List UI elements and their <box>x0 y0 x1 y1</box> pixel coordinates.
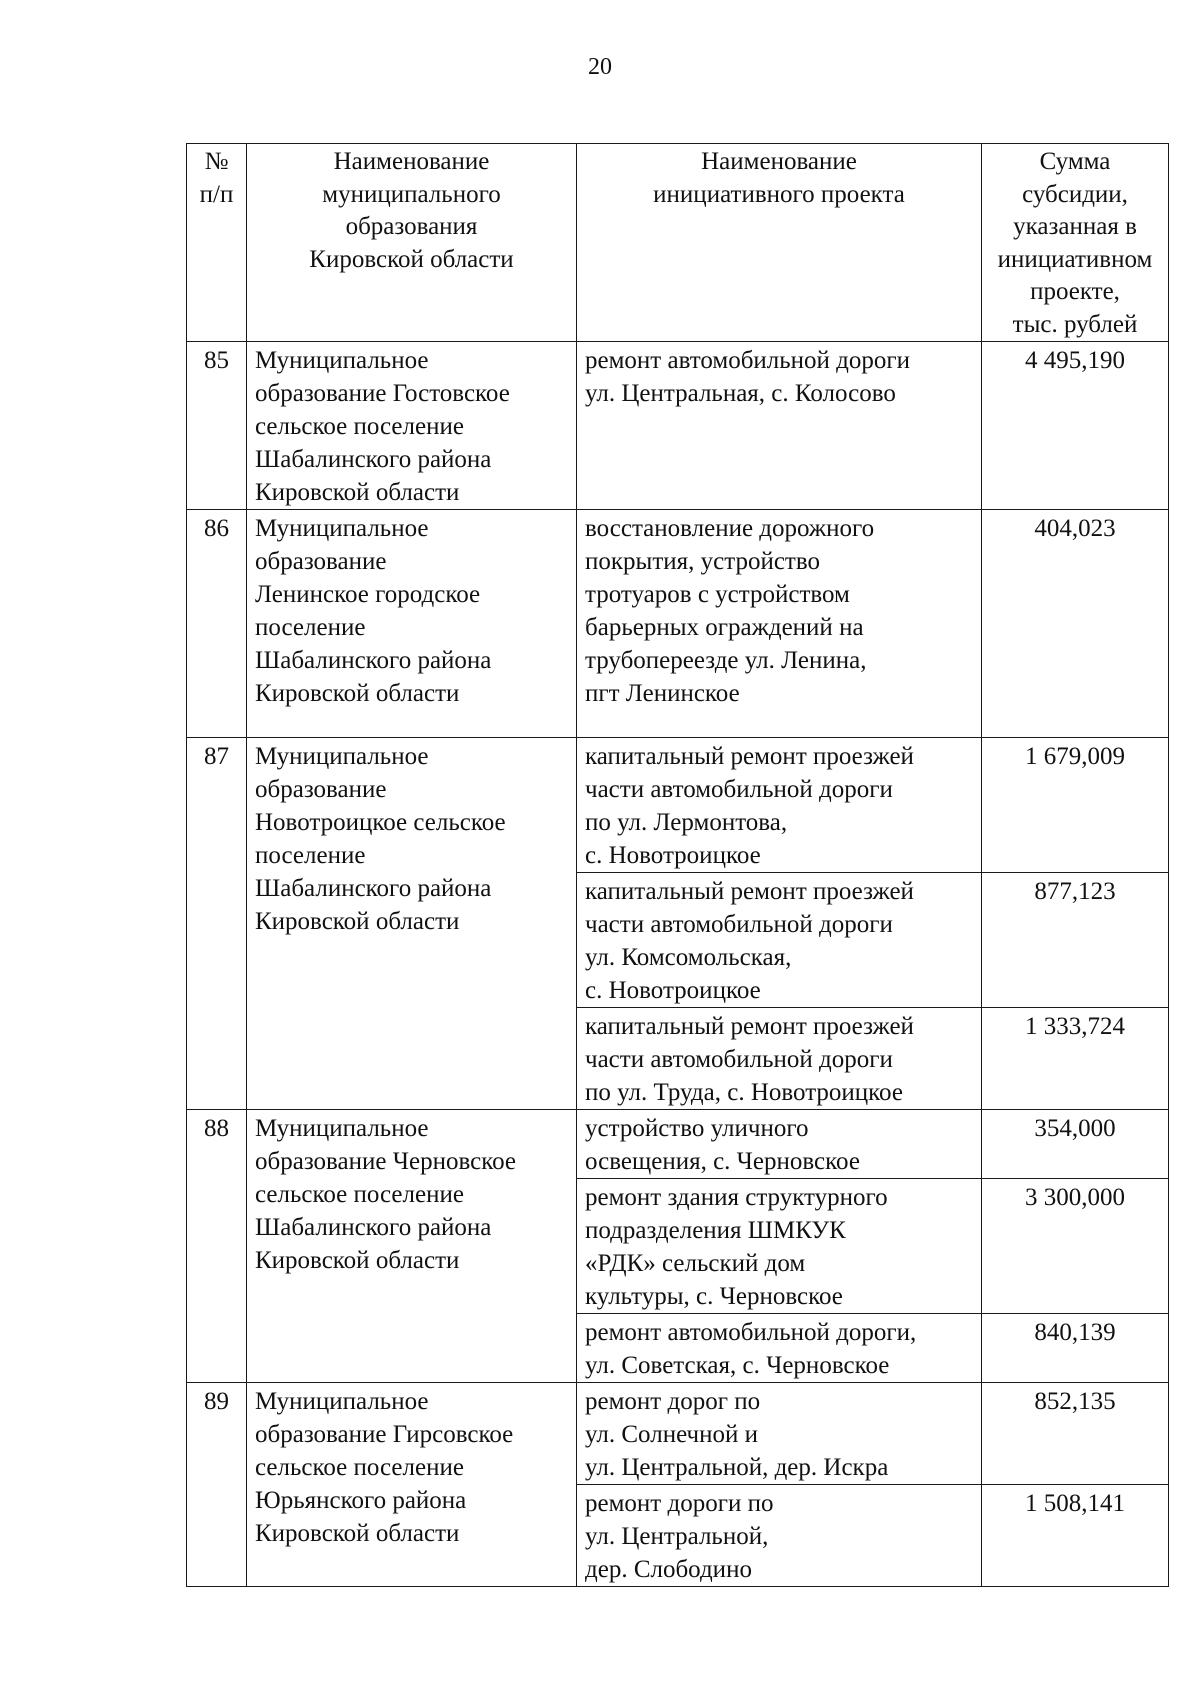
header-row <box>187 144 1169 342</box>
project-cell: ремонт автомобильной дороги, ул. Советская, с. Черновское <box>577 1314 982 1383</box>
project-cell: восстановление дорожного покрытия, устройство тротуаров с устройством барьерных ограждений на трубопереезде ул. Ленина, пгт Ленинское <box>577 510 982 738</box>
row-number: 89 <box>187 1383 247 1587</box>
header-municipality: Наименование муниципального образования Кировской области <box>247 144 577 342</box>
header-amount: Сумма субсидии, указанная в инициативном проекте, тыс. рублей <box>982 144 1169 342</box>
amount-cell: 840,139 <box>982 1314 1169 1383</box>
amount-cell: 852,135 <box>982 1383 1169 1485</box>
row-number: 85 <box>187 342 247 510</box>
amount-cell: 3 300,000 <box>982 1179 1169 1314</box>
table-row <box>187 738 1169 873</box>
municipality-cell: Муниципальное образование Гирсовское сельское поселение Юрьянского района Кировской области <box>247 1383 577 1587</box>
project-cell: капитальный ремонт проезжей части автомобильной дороги ул. Комсомольская, с. Новотроицкое <box>577 873 982 1008</box>
project-cell: ремонт дорог по ул. Солнечной и ул. Центральной, дер. Искра <box>577 1383 982 1485</box>
header-num: № п/п <box>187 144 247 342</box>
table-row <box>187 1383 1169 1485</box>
header-project: Наименование инициативного проекта <box>577 144 982 342</box>
project-cell: капитальный ремонт проезжей части автомобильной дороги по ул. Труда, с. Новотроицкое <box>577 1008 982 1110</box>
amount-cell: 404,023 <box>982 510 1169 738</box>
project-cell: ремонт дороги по ул. Центральной, дер. Слободино <box>577 1485 982 1587</box>
amount-cell: 1 333,724 <box>982 1008 1169 1110</box>
table-row <box>187 510 1169 738</box>
row-number: 88 <box>187 1110 247 1383</box>
amount-cell: 354,000 <box>982 1110 1169 1179</box>
municipality-cell: Муниципальное образование Гостовское сельское поселение Шабалинского района Кировской области <box>247 342 577 510</box>
table-row <box>187 1110 1169 1179</box>
project-cell: ремонт автомобильной дороги ул. Центральная, с. Колосово <box>577 342 982 510</box>
municipality-cell: Муниципальное образование Новотроицкое сельское поселение Шабалинского района Кировской области <box>247 738 577 1110</box>
project-cell: ремонт здания структурного подразделения ШМКУК «РДК» сельский дом культуры, с. Черновское <box>577 1179 982 1314</box>
page-number: 20 <box>588 54 612 80</box>
table-row <box>187 342 1169 510</box>
municipality-cell: Муниципальное образование Ленинское городское поселение Шабалинского района Кировской области <box>247 510 577 738</box>
amount-cell: 877,123 <box>982 873 1169 1008</box>
project-cell: капитальный ремонт проезжей части автомобильной дороги по ул. Лермонтова, с. Новотроицкое <box>577 738 982 873</box>
municipality-cell: Муниципальное образование Черновское сельское поселение Шабалинского района Кировской области <box>247 1110 577 1383</box>
amount-cell: 1 508,141 <box>982 1485 1169 1587</box>
row-number: 87 <box>187 738 247 1110</box>
row-number: 86 <box>187 510 247 738</box>
amount-cell: 4 495,190 <box>982 342 1169 510</box>
subsidy-table <box>186 143 1169 1587</box>
amount-cell: 1 679,009 <box>982 738 1169 873</box>
project-cell: устройство уличного освещения, с. Черновское <box>577 1110 982 1179</box>
